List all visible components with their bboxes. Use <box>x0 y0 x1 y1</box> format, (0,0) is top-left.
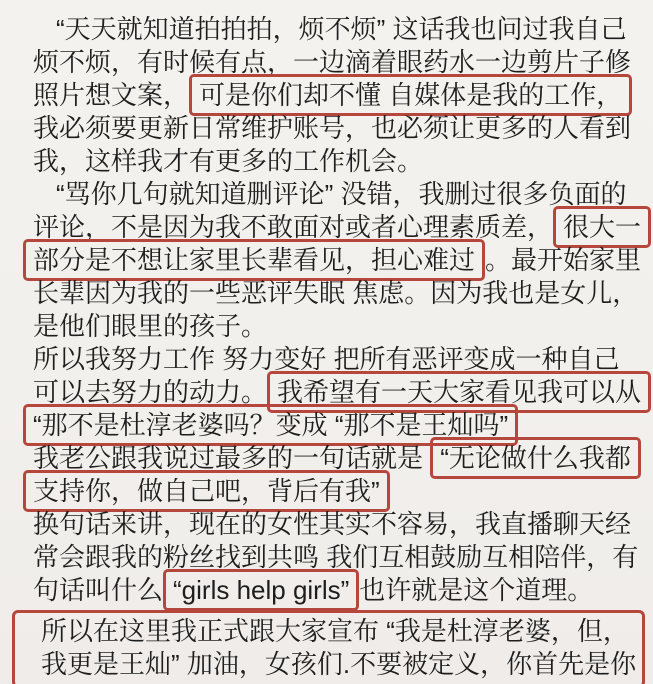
text-segment: 句话叫什么 <box>33 575 164 605</box>
text-line <box>33 178 635 211</box>
text-segment: 常会跟我的粉丝找到共鸣 我们互相鼓励互相陪伴，有 <box>33 542 639 572</box>
text-segment: 评论，不是因为我不敢面对或者心理素质差， <box>33 212 554 242</box>
announcement-box <box>12 610 645 684</box>
text-segment: 我，这样我才有更多的工作机会。 <box>33 146 424 176</box>
text-segment: 长辈因为我的一些恶评失眠 焦虑。因为我也是女儿， <box>33 278 639 308</box>
highlighted-text: “girls help girls” <box>163 569 359 611</box>
text-line <box>33 79 635 112</box>
announcement-line: 所以在这里我正式跟大家宣布 “我是杜淳老婆，但， <box>41 616 629 646</box>
text-line <box>33 277 639 310</box>
text-segment: “骂你几句就知道删评论” 没错，我删过很多负面的 <box>56 179 627 209</box>
highlighted-text: 很大一 <box>553 206 651 248</box>
highlighted-text: “那不是杜淳老婆吗？变成 “那不是王灿吗” <box>23 404 518 446</box>
text-line <box>33 112 635 145</box>
text-segment: 照片想文案， <box>33 80 190 110</box>
text-segment: 也许就是这个道理。 <box>359 575 594 605</box>
highlighted-text: 部分是不想让家里长辈看见，担心难过 <box>23 239 485 281</box>
text-segment: 烦不烦，有时候有点，一边滴着眼药水一边剪片子修 <box>33 47 632 77</box>
text-segment: 。最开始家里 <box>485 245 642 275</box>
highlighted-text: 可是你们却不懂 自媒体是我的工作， <box>189 74 632 116</box>
announcement-line: 我更是王灿” 加油，女孩们.不要被定义，你首先是你 <box>41 649 637 679</box>
text-line <box>33 13 635 46</box>
highlighted-text: 我希望有一天大家看见我可以从 <box>267 371 651 413</box>
text-line <box>33 145 635 178</box>
highlighted-text: 支持你，做自己吧，背后有我” <box>23 470 390 512</box>
text-line <box>33 310 635 343</box>
text-line <box>33 574 635 607</box>
text-line <box>33 508 635 541</box>
text-line <box>33 244 642 277</box>
text-line <box>33 475 635 508</box>
highlighted-text: “无论做什么我都 <box>430 437 641 479</box>
post-body <box>33 13 642 607</box>
text-segment: 我必须要更新日常维护账号，也必须让更多的人看到 <box>33 113 632 143</box>
text-segment: 我老公跟我说过最多的一句话就是 <box>33 443 431 473</box>
text-segment: 所以我努力工作 努力变好 把所有恶评变成一种自己 <box>33 344 620 374</box>
text-segment: 是他们眼里的孩子。 <box>33 311 268 341</box>
text-segment: “天天就知道拍拍拍，烦不烦” 这话我也问过我自己 <box>56 14 627 44</box>
text-segment: 可以去努力的动力。 <box>33 377 268 407</box>
text-segment: 换句话来讲，现在的女性其实不容易，我直播聊天经 <box>33 509 632 539</box>
